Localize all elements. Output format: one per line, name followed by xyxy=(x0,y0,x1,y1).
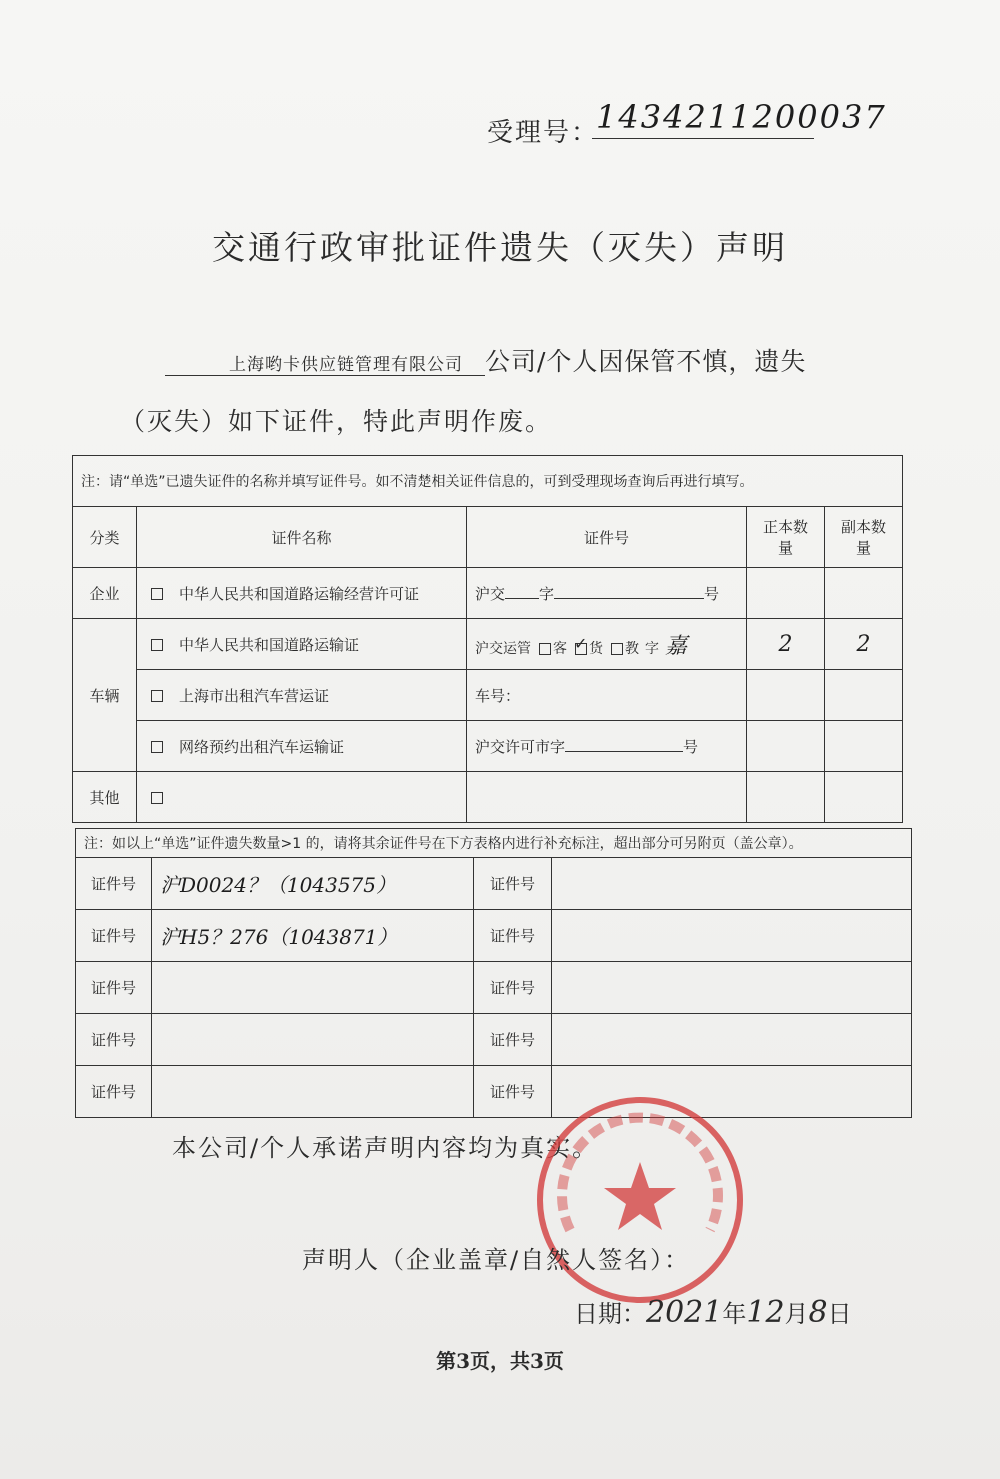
cert-number-label: 证件号 xyxy=(76,910,152,962)
cert-name: 中华人民共和国道路运输经营许可证 xyxy=(179,584,420,603)
declaration-line-1-suffix: 公司/个人因保管不慎，遗失 xyxy=(485,347,807,376)
checkbox[interactable] xyxy=(151,639,163,651)
page-number: 第3页，共3页 xyxy=(436,1349,564,1373)
number-suffix: 号 xyxy=(704,584,720,603)
original-count xyxy=(747,721,825,772)
copy-count xyxy=(825,670,903,721)
checkbox-option[interactable] xyxy=(539,643,551,655)
cert-number-label: 证件号 xyxy=(76,1014,152,1066)
category-cell: 车辆 xyxy=(73,619,137,772)
date-month: 12 xyxy=(746,1295,785,1330)
document-title: 交通行政审批证件遗失（灭失）声明 xyxy=(212,228,788,267)
company-name: 上海哟卡供应链管理有限公司 xyxy=(165,350,485,376)
supplement-note: 注：如以上“单选”证件遗失数量>1 的，请将其余证件号在下方表格内进行补充标注，超出部分可另附页（盖公章）。 xyxy=(76,829,912,858)
table-row xyxy=(76,1066,912,1118)
cert-number-value xyxy=(152,962,474,1014)
copy-count xyxy=(825,568,903,619)
number-prefix: 沪交 xyxy=(475,584,506,603)
declaration-line-1 xyxy=(165,342,806,378)
cert-number-label: 证件号 xyxy=(474,1014,552,1066)
copy-count xyxy=(825,772,903,823)
cert-number-value xyxy=(552,910,912,962)
cert-number-value: 沪D0024？（1043575） xyxy=(152,858,474,910)
option-label: 客 xyxy=(553,640,567,657)
cert-number-cell xyxy=(467,772,747,823)
cert-number-value xyxy=(552,962,912,1014)
table-note: 注：请“单选”已遗失证件的名称并填写证件号。如不清楚相关证件信息的，可到受理现场查询后再进行填写。 xyxy=(73,456,903,507)
checkbox[interactable] xyxy=(151,741,163,753)
cert-number-label: 证件号 xyxy=(76,962,152,1014)
cert-number-value: 沪H5？276（1043871） xyxy=(152,910,474,962)
promise-statement: 本公司/个人承诺声明内容均为真实。 xyxy=(172,1134,599,1162)
table-row xyxy=(76,858,912,910)
table-row xyxy=(73,619,903,670)
header-category: 分类 xyxy=(73,507,137,568)
check-mark-icon: ✓ xyxy=(574,633,588,653)
date-year-unit: 年 xyxy=(722,1300,747,1328)
cert-number-label: 证件号 xyxy=(76,1066,152,1118)
cert-number-label: 证件号 xyxy=(474,910,552,962)
cert-name-cell xyxy=(137,670,467,721)
number-mid: 字 xyxy=(539,584,555,603)
number-prefix: 沪交许可市字 xyxy=(475,737,566,756)
table-row xyxy=(76,1014,912,1066)
category-cell: 企业 xyxy=(73,568,137,619)
option-label: 货 xyxy=(589,640,603,657)
acceptance-number: 1434211200037 xyxy=(596,98,887,136)
table-row xyxy=(73,721,903,772)
cert-number-value xyxy=(152,1066,474,1118)
date-label: 日期： xyxy=(574,1300,646,1328)
category-cell: 其他 xyxy=(73,772,137,823)
number-prefix: 沪交运管 xyxy=(475,640,531,657)
cert-name: 网络预约出租汽车运输证 xyxy=(179,737,345,756)
cert-name: 上海市出租汽车营运证 xyxy=(179,686,330,705)
copy-count: 2 xyxy=(825,619,903,670)
original-count: 2 xyxy=(747,619,825,670)
copy-count xyxy=(825,721,903,772)
date-day-unit: 日 xyxy=(827,1300,852,1328)
acceptance-label: 受理号： xyxy=(487,118,600,148)
number-mid: 字 xyxy=(645,640,659,657)
cert-number-value xyxy=(152,1014,474,1066)
cert-number-value xyxy=(552,1014,912,1066)
cert-number-value xyxy=(552,858,912,910)
date-year: 2021 xyxy=(646,1295,723,1330)
cert-number-label: 证件号 xyxy=(474,1066,552,1118)
date-month-unit: 月 xyxy=(784,1300,809,1328)
header-number: 证件号 xyxy=(467,507,747,568)
cert-number-cell xyxy=(467,568,747,619)
checkbox[interactable] xyxy=(151,588,163,600)
table-row xyxy=(76,910,912,962)
table-row xyxy=(73,670,903,721)
cert-name-cell xyxy=(137,772,467,823)
supplement-table xyxy=(75,828,912,1118)
original-count xyxy=(747,568,825,619)
acceptance-underline xyxy=(592,138,814,139)
cert-name-cell xyxy=(137,619,467,670)
signer-label: 声明人（企业盖章/自然人签名）： xyxy=(302,1246,691,1274)
cert-name-cell xyxy=(137,721,467,772)
cert-number-cell xyxy=(467,721,747,772)
header-copy: 副本数量 xyxy=(825,507,903,568)
date-line xyxy=(574,1294,852,1330)
table-row xyxy=(76,962,912,1014)
declaration-line-2: （灭失）如下证件，特此声明作废。 xyxy=(120,407,553,436)
checkbox-option[interactable] xyxy=(611,643,623,655)
checkbox[interactable] xyxy=(151,792,163,804)
handwritten-char: 嘉 xyxy=(665,633,688,659)
original-count xyxy=(747,670,825,721)
header-name: 证件名称 xyxy=(137,507,467,568)
table-row xyxy=(73,568,903,619)
option-label: 教 xyxy=(625,640,639,657)
cert-number-label: 证件号 xyxy=(76,858,152,910)
company-seal-icon xyxy=(530,1090,750,1310)
cert-number-cell: 车号： xyxy=(467,670,747,721)
number-suffix: 号 xyxy=(683,737,699,756)
checkbox[interactable] xyxy=(151,690,163,702)
cert-number-label: 证件号 xyxy=(474,858,552,910)
checkbox-option-checked[interactable] xyxy=(574,633,588,655)
certificate-table xyxy=(72,455,903,823)
cert-number-label: 证件号 xyxy=(474,962,552,1014)
original-count xyxy=(747,772,825,823)
header-original: 正本数量 xyxy=(747,507,825,568)
table-row xyxy=(73,772,903,823)
date-day: 8 xyxy=(808,1295,828,1330)
cert-name: 中华人民共和国道路运输证 xyxy=(179,635,360,654)
cert-name-cell xyxy=(137,568,467,619)
cert-number-cell xyxy=(467,619,747,670)
